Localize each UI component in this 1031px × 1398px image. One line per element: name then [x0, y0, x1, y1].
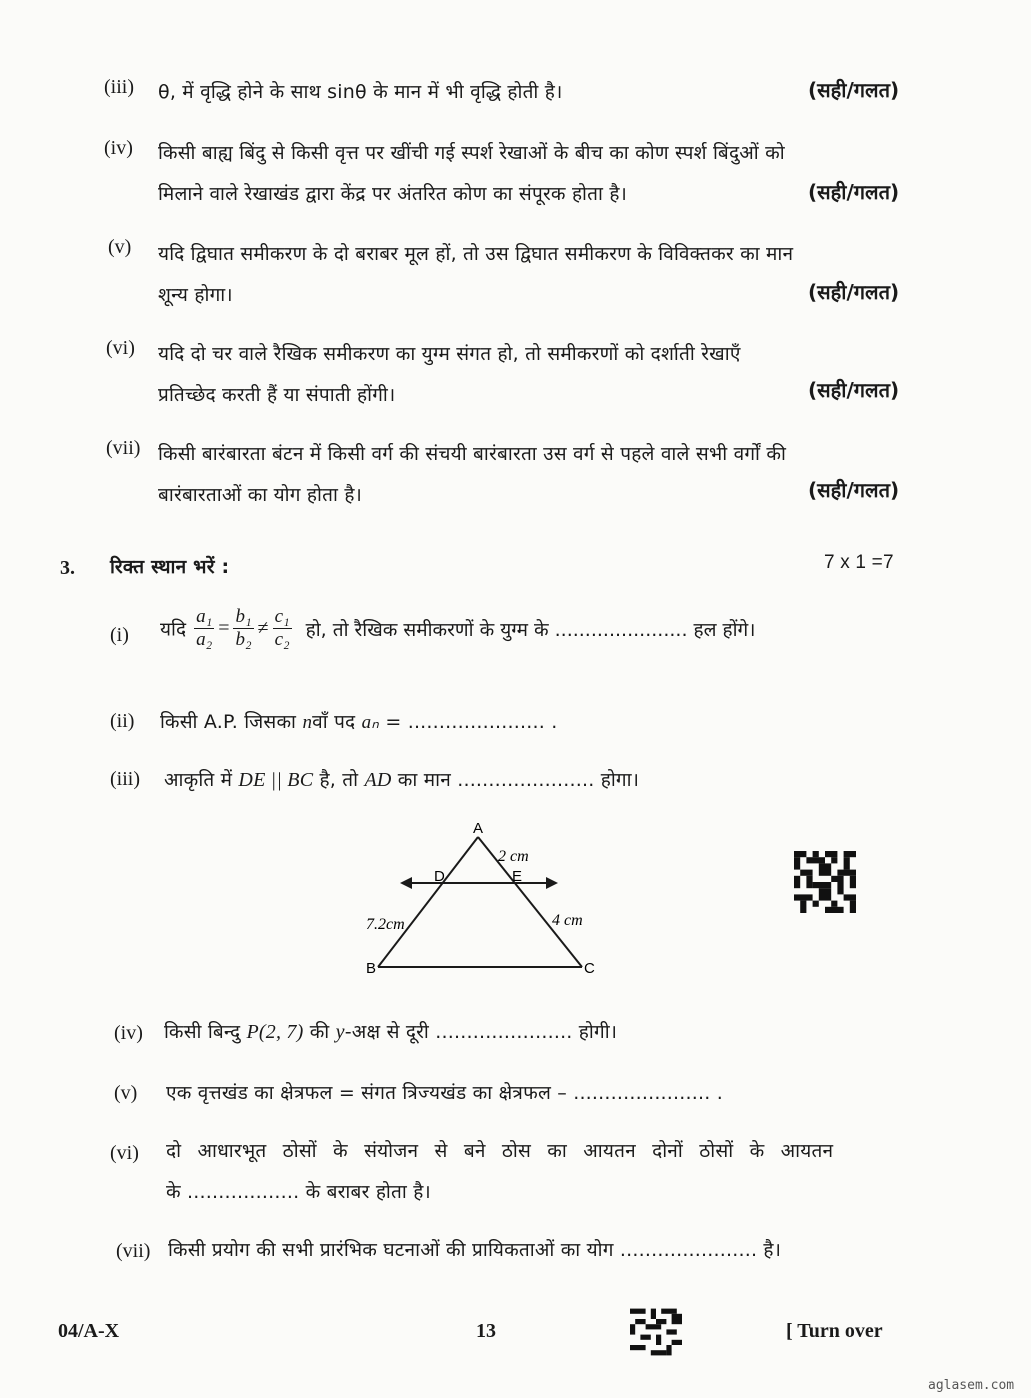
q2-v-number: (v): [108, 236, 132, 258]
q3-v-number: (v): [114, 1082, 138, 1104]
q2-iii-text: θ, में वृद्धि होने के साथ sinθ के मान में भी वृद्धि होती है।: [158, 81, 563, 103]
q3-iii-post: का मान ...................... होगा।: [397, 769, 640, 791]
q3-ii-n: n: [302, 712, 313, 733]
q3-iv-y: y: [335, 1021, 345, 1043]
label-ae: 2 cm: [498, 848, 529, 865]
page-number: 13: [476, 1320, 496, 1342]
qr-code-icon: [794, 851, 856, 913]
equals-sign: =: [218, 617, 230, 639]
arrow-right-icon: [546, 877, 558, 889]
watermark: aglasem.com: [928, 1378, 1015, 1393]
label-ec: 4 cm: [552, 912, 583, 929]
q2-vi-true-false: (सही/गलत): [808, 378, 900, 402]
q3-marks: 7 x 1 =7: [824, 552, 894, 573]
q3-ii-post: = ...................... .: [385, 711, 558, 733]
b2: b₂: [235, 629, 252, 650]
triangle-figure: [350, 815, 620, 980]
q3-i-number: (i): [110, 624, 129, 646]
q2-vi-text-line2: प्रतिच्छेद करती हैं या संपाती होंगी।: [158, 384, 396, 406]
fraction-b: [233, 606, 253, 651]
side-ab: [378, 837, 478, 967]
q2-iv-number: (iv): [104, 137, 133, 159]
q3-i-pre: यदि: [160, 618, 187, 641]
label-b: B: [366, 960, 377, 977]
q3-iv-number: (iv): [114, 1022, 143, 1044]
q3-ii-text: [160, 708, 557, 734]
c1: c₁: [274, 606, 290, 627]
q2-vii-number: (vii): [106, 437, 141, 459]
q3-vii-text: किसी प्रयोग की सभी प्रारंभिक घटनाओं की प्रायिकताओं का योग ...................... है।: [168, 1239, 782, 1261]
q3-iii-mid: है, तो: [319, 769, 359, 791]
fraction-c: [273, 606, 292, 651]
q3-iii-text: [164, 766, 639, 792]
q2-v-text-line1: यदि द्विघात समीकरण के दो बराबर मूल हों, तो उस द्विघात समीकरण के विविक्तकर का मान: [158, 243, 794, 265]
q3-v-text: एक वृत्तखंड का क्षेत्रफल = संगत त्रिज्यखंड का क्षेत्रफल – ...................... .: [166, 1082, 723, 1104]
q3-i-line: [160, 606, 755, 651]
q2-iii-number: (iii): [104, 76, 134, 98]
q3-iv-post: -अक्ष से दूरी ...................... होगी।: [344, 1021, 618, 1043]
arrow-left-icon: [400, 877, 412, 889]
q2-vii-text-line2: बारंबारताओं का योग होता है।: [158, 484, 363, 506]
q3-iii-pre: आकृति में: [164, 769, 233, 791]
q3-iv-text: [164, 1018, 617, 1044]
q3-number: 3.: [60, 557, 75, 579]
q3-i-post: हो, तो रैखिक समीकरणों के युग्म के ...................... हल होंगे।: [305, 618, 756, 641]
q3-ii-number: (ii): [110, 710, 135, 732]
a2: a₂: [196, 629, 213, 650]
label-e: E: [512, 868, 523, 885]
q2-iv-text-line2: मिलाने वाले रेखाखंड द्वारा केंद्र पर अंतरित कोण का संपूरक होता है।: [158, 183, 628, 205]
q3-title: रिक्त स्थान भरें :: [110, 556, 230, 578]
q3-vi-text-line2: के .................. के बराबर होता है।: [166, 1181, 431, 1203]
not-equal-sign: ≠: [257, 617, 269, 639]
q2-vii-true-false: (सही/गलत): [808, 478, 900, 502]
q2-v-text-line2: शून्य होगा।: [158, 284, 233, 306]
q2-vii-text-line1: किसी बारंबारता बंटन में किसी वर्ग की संचयी बारंबारता उस वर्ग से पहले वाले सभी वर्गों की: [158, 443, 787, 465]
q3-iii-ad: AD: [364, 769, 392, 791]
q3-vii-number: (vii): [116, 1240, 151, 1262]
q3-ii-mid: वाँ पद: [312, 711, 356, 733]
side-ac: [478, 837, 582, 967]
fraction-a: [194, 606, 214, 651]
q3-ii-pre: किसी A.P. जिसका: [160, 711, 297, 733]
q2-vi-number: (vi): [106, 337, 135, 359]
footer-qr-code-icon: [630, 1308, 682, 1356]
q3-iv-point: P(2, 7): [246, 1021, 304, 1043]
turn-over: [ Turn over: [786, 1320, 883, 1342]
label-d: D: [434, 868, 445, 885]
label-bd: 7.2cm: [366, 916, 405, 933]
b1: b₁: [235, 606, 252, 627]
label-c: C: [584, 960, 595, 977]
q3-iv-pre: किसी बिन्दु: [164, 1021, 241, 1043]
c2: c₂: [274, 629, 290, 650]
q3-vi-number: (vi): [110, 1142, 139, 1164]
q3-ii-an: aₙ: [361, 712, 380, 733]
q3-iii-de-bc: DE || BC: [238, 769, 314, 791]
label-a: A: [473, 820, 484, 837]
q3-iv-mid: की: [309, 1021, 330, 1043]
q3-vi-text-line1: दो आधारभूत ठोसों के संयोजन से बने ठोस का आयतन दोनों ठोसों के आयतन: [166, 1140, 834, 1162]
q3-iii-number: (iii): [110, 768, 140, 790]
q2-v-true-false: (सही/गलत): [808, 280, 900, 304]
q2-vi-text-line1: यदि दो चर वाले रैखिक समीकरण का युग्म संगत हो, तो समीकरणों को दर्शाती रेखाएँ: [158, 343, 741, 365]
q2-iii-true-false: (सही/गलत): [808, 78, 900, 102]
q2-iv-text-line1: किसी बाह्य बिंदु से किसी वृत्त पर खींची गई स्पर्श रेखाओं के बीच का कोण स्पर्श बिंदुओं को: [158, 142, 785, 164]
paper-code: 04/A-X: [58, 1320, 120, 1342]
q2-iv-true-false: (सही/गलत): [808, 180, 900, 204]
a1: a₁: [196, 606, 213, 627]
